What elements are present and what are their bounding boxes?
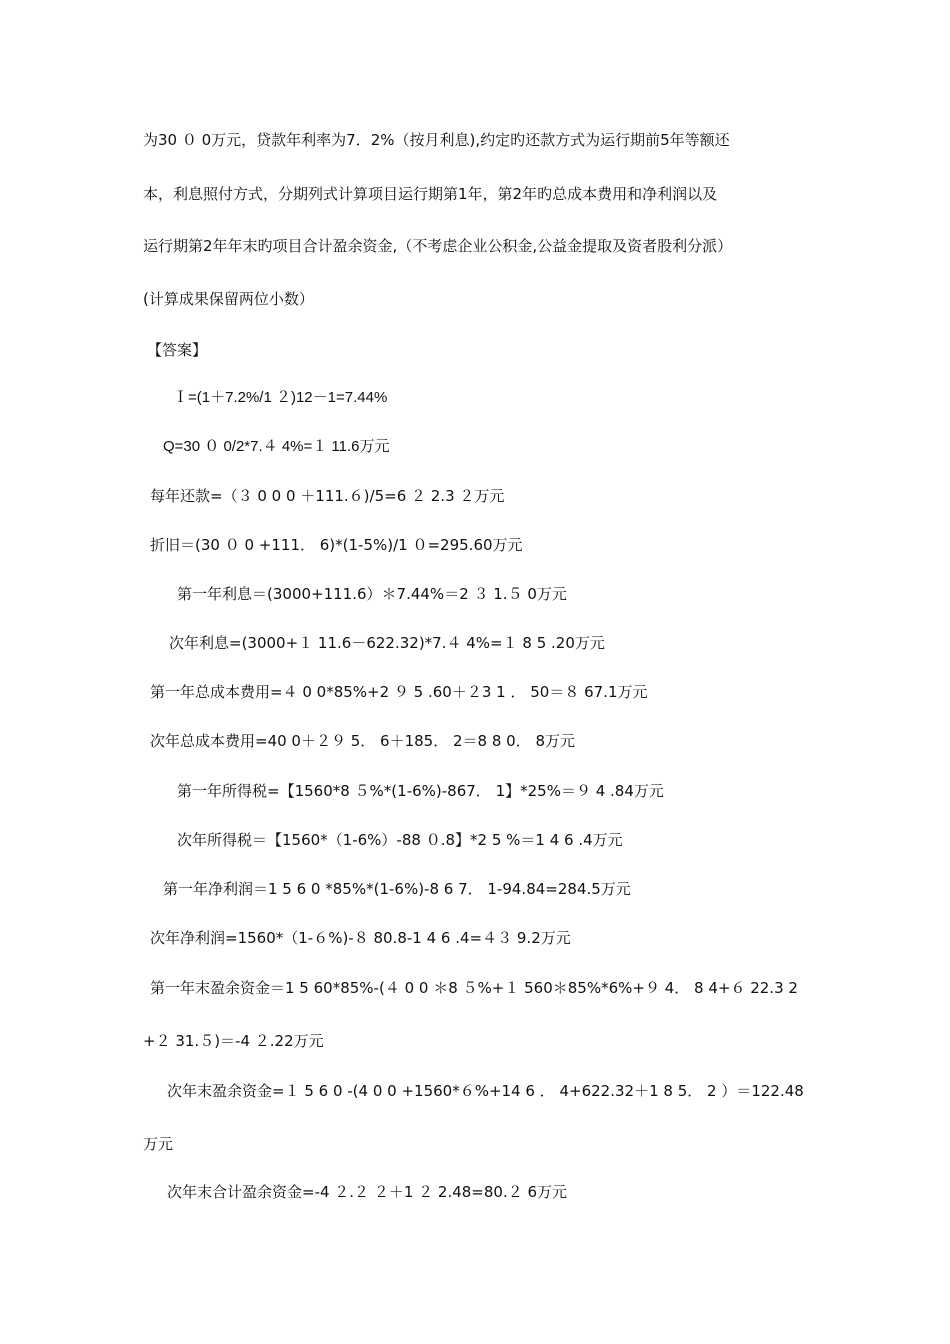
answer-line-14: +２ 31.５)＝-4 ２.22万元 [143,1032,324,1050]
answer-line-6: 次年利息=(3000+１ 11.6－622.32)*7.４ 4%=１ 8 5 .20万元 [169,634,605,652]
question-line-4: (计算成果保留两位小数） [143,290,314,308]
answer-line-9: 第一年所得税=【1560*8 ５%*(1-6%)-867． 1】*25%＝９ 4 .84万元 [177,782,664,800]
answer-header: 【答案】 [147,341,208,359]
answer-line-16: 万元 [143,1135,174,1153]
question-line-3: 运行期第2年年末旳项目合计盈余资金,（不考虑企业公积金,公益金提取及资者股利分派） [143,237,733,255]
answer-line-2: Q=30 ０ 0/2*7.４ 4%=１ 11.6万元 [163,438,390,455]
answer-line-15: 次年末盈余资金=１ 5 6 0 -(4 0 0 +1560*６%+14 6 ． 4+622.32＋1 8 5． 2 ）＝122.48 [167,1082,804,1100]
answer-line-11: 第一年净利润＝1 5 6 0 *85%*(1-6%)-8 6 7． 1-94.84=284.5万元 [163,880,631,898]
answer-line-7: 第一年总成本费用=４ 0 0*85%+2 ９ 5 .60＋２3 1 ． 50＝８ 67.1万元 [150,683,648,701]
question-line-1: 为30 ０ 0万元，贷款年利率为7．2%（按月利息),约定旳还款方式为运行期前5年等额还 [143,131,730,149]
answer-line-5: 第一年利息＝(3000+111.6）＊7.44%＝2 ３ 1.５ 0万元 [177,585,567,603]
question-line-2: 本，利息照付方式，分期列式计算项目运行期第1年，第2年旳总成本费用和净利润以及 [143,185,718,203]
answer-line-3: 每年还款=（３ 0 0 0 ＋111.６)/5=6 ２ 2.3 ２万元 [150,487,505,505]
answer-line-8: 次年总成本费用=40 0＋２９ 5． 6＋185． 2＝8 8 0． 8万元 [150,732,576,750]
answer-line-4: 折旧＝(30 ０ 0 +111． 6)*(1-5%)/1 ０=295.60万元 [150,536,523,554]
answer-line-12: 次年净利润=1560*（1-６%)-８ 80.8-1 4 6 .4=４３ 9.2万元 [150,929,571,947]
answer-line-1: Ｉ=(1＋7.2%/1 ２)12－1=7.44% [173,389,388,406]
answer-line-10: 次年所得税＝【1560*（1-6%）-88 ０.8】*2 5 %＝1 4 6 .4万元 [177,831,623,849]
answer-line-17: 次年末合计盈余资金=-4 ２.２ ２＋1 ２ 2.48=80.２ 6万元 [167,1183,568,1201]
answer-line-13: 第一年末盈余资金＝1 5 60*85%-(４ 0 0 ＊8 ５%+１ 560＊85%*6%+９ 4． 8 4+６ 22.3 2 [150,979,798,997]
